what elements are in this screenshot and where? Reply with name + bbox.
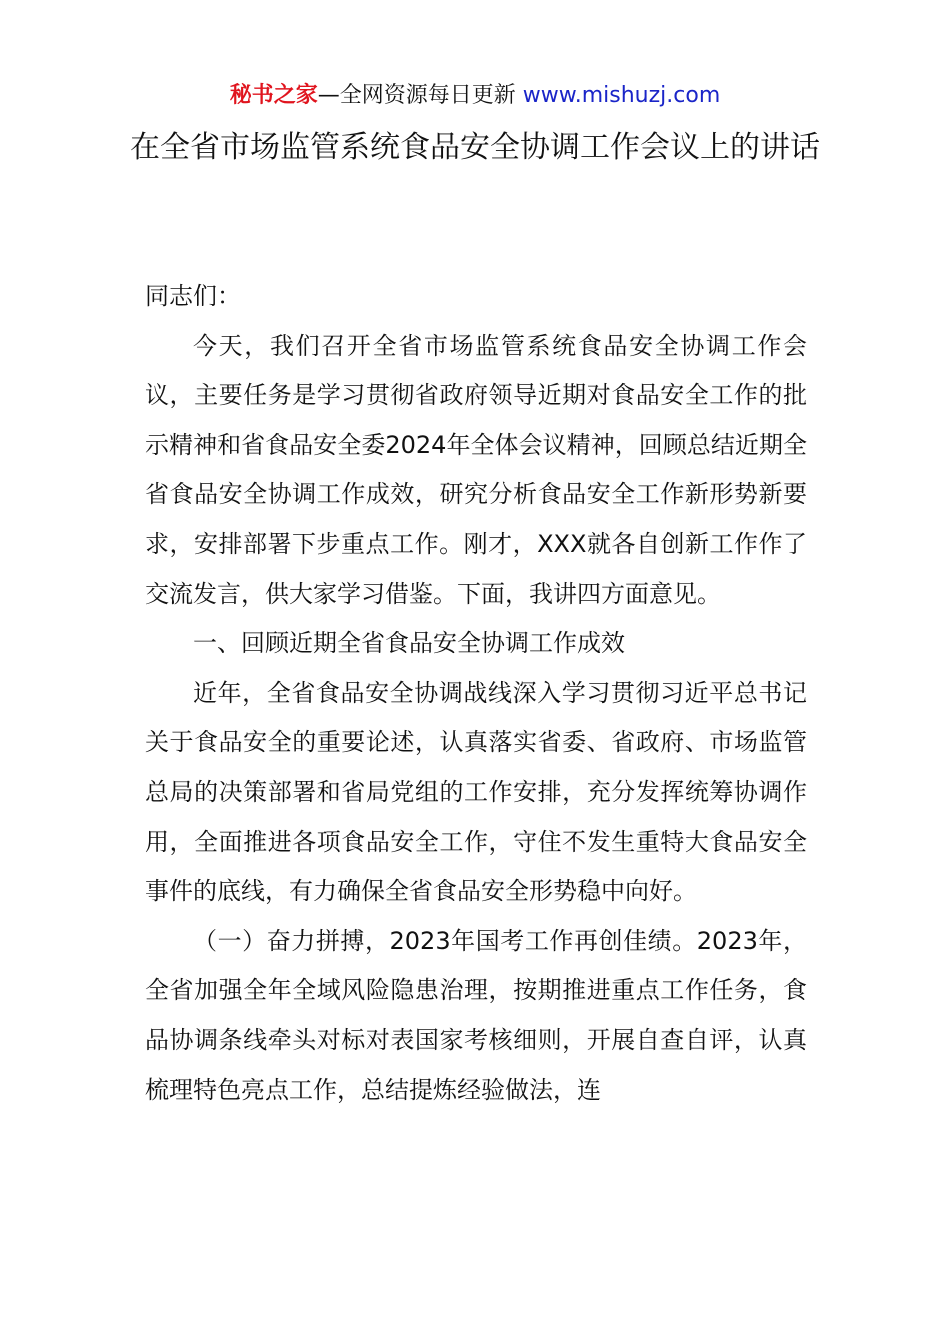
site-banner [0,80,950,112]
document-body [145,272,807,1115]
document-title: 在全省市场监管系统食品安全协调工作会议上的讲话 [130,130,820,165]
section-heading: 一、回顾近期全省食品安全协调工作成效 [193,629,625,658]
banner-slogan: —全网资源每日更新 [317,83,523,108]
paragraph-subsection-1: （一）奋力拼搏，2023年国考工作再创佳绩。2023年，全省加强全年全域风险隐患治理，按期推进重点工作任务，食品协调条线牵头对标对表国家考核细则，开展自查自评，认真梳理特色亮点工作，总结提炼经验做法，连 [145,926,807,1104]
salutation: 同志们： [145,282,241,310]
paragraph-overview: 近年，全省食品安全协调战线深入学习贯彻习近平总书记关于食品安全的重要论述，认真落实省委、省政府、市场监管总局的决策部署和省局党组的工作安排，充分发挥统筹协调作用，全面推进各项食品安全工作，守住不发生重特大食品安全事件的底线，有力确保全省食品安全形势稳中向好。 [145,678,807,906]
brand-name: 秘书之家 [229,83,318,108]
site-url-link[interactable]: www.mishuzj.com [522,83,721,108]
paragraph-intro: 今天，我们召开全省市场监管系统食品安全协调工作会议，主要任务是学习贯彻省政府领导近期对食品安全工作的批示精神和省食品安全委2024年全体会议精神，回顾总结近期全省食品安全协调工作成效，研究分析食品安全工作新形势新要求，安排部署下步重点工作。刚才，XXX就各自创新工作作了交流发言，供大家学习借鉴。下面，我讲四方面意见。 [145,331,807,608]
